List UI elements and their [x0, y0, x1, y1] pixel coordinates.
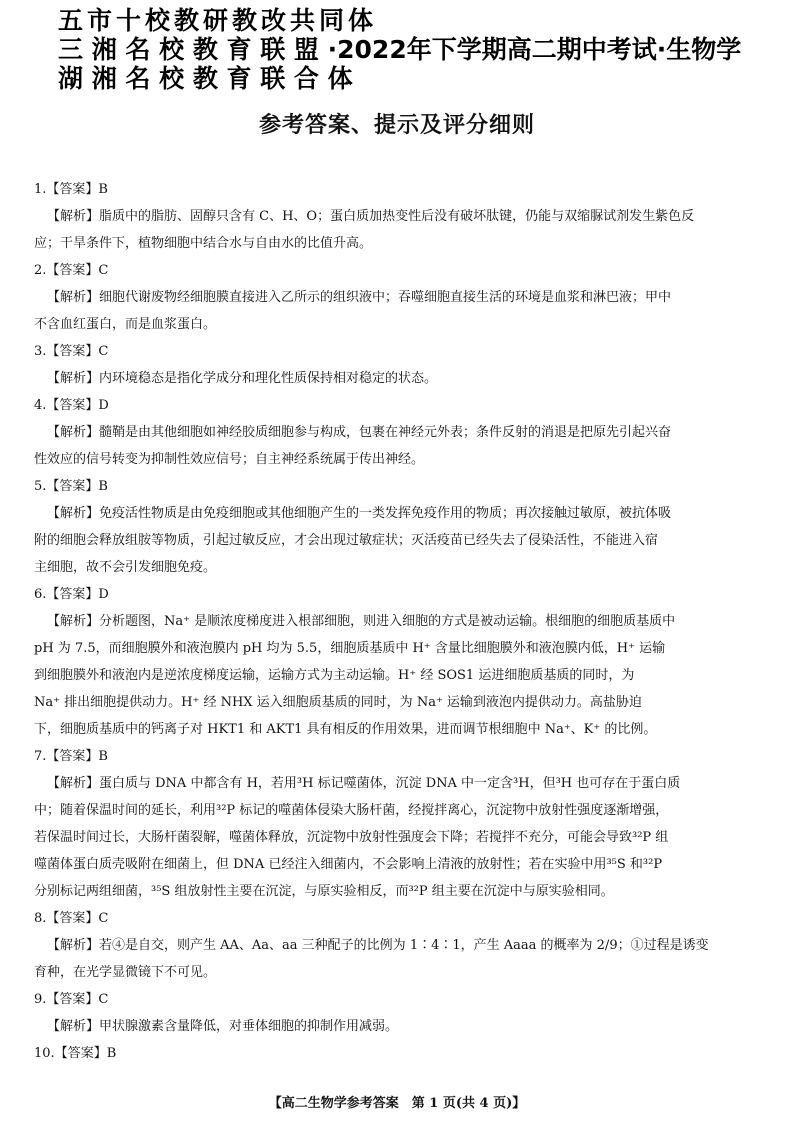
answer-label: 【答案】B — [54, 1046, 117, 1061]
answer-label: 【答案】B — [46, 749, 108, 764]
explanation-line: 性效应的信号转变为抑制性效应信号；自主神经系统属于传出神经。 — [34, 452, 425, 467]
explanation-line: 噬菌体蛋白质壳吸附在细菌上，但 DNA 已经注入细菌内，不会影响上清液的放射性；若在实验中用³⁵S 和³²P — [34, 857, 663, 872]
org-name-line-1: 五市十校教研教改共同体 — [58, 6, 378, 35]
explanation-line: 【解析】细胞代谢废物经细胞膜直接进入乙所示的组织液中；吞噬细胞直接生活的环境是血浆和淋巴液；甲中 — [47, 290, 672, 305]
answer-item — [34, 392, 766, 473]
question-number: 1. — [34, 182, 47, 197]
answer-line — [34, 257, 766, 284]
explanation-line: 【解析】免疫活性物质是由免疫细胞或其他细胞产生的一类发挥免疫作用的物质；再次接触过敏原，被抗体吸 — [47, 506, 672, 521]
answer-line — [34, 986, 766, 1013]
explanation-line: 分别标记两组细菌，³⁵S 组放射性主要在沉淀，与原实验相反，而³²P 组主要在沉淀中与原实验相同。 — [34, 884, 614, 899]
answer-line — [34, 1040, 766, 1067]
answer-line — [34, 581, 766, 608]
question-number: 2. — [34, 263, 47, 278]
answer-label: 【答案】C — [46, 344, 109, 359]
answer-line — [34, 473, 766, 500]
page-footer: 【高二生物学参考答案 第 1 页(共 4 页)】 — [268, 1096, 526, 1111]
explanation — [34, 500, 766, 581]
explanation-line: 下，细胞质基质中的钙离子对 HKT1 和 AKT1 具有相反的作用效果，进而调节根细胞中 Na⁺、K⁺ 的比例。 — [34, 722, 657, 737]
answer-item — [34, 257, 766, 338]
answer-item — [34, 986, 766, 1040]
question-number: 3. — [34, 344, 47, 359]
explanation-line: 【解析】内环境稳态是指化学成分和理化性质保持相对稳定的状态。 — [47, 371, 438, 386]
answer-label: 【答案】B — [46, 182, 108, 197]
question-number: 4. — [34, 398, 47, 413]
org-name-2: 三 湘 名 校 教 育 联 盟 · — [58, 35, 338, 64]
explanation-line: 【解析】分析题图，Na⁺ 是顺浓度梯度进入根部细胞，则进入细胞的方式是被动运输。根细胞的细胞质基质中 — [47, 614, 676, 629]
explanation-line: 若保温时间过长，大肠杆菌裂解，噬菌体释放，沉淀物中放射性强度会下降；若搅拌不充分，可能会导致³²P 组 — [34, 830, 669, 845]
explanation-line: 【解析】甲状腺激素含量降低，对垂体细胞的抑制作用减弱。 — [47, 1019, 399, 1034]
explanation-line: 育种，在光学显微镜下不可见。 — [34, 965, 217, 980]
explanation-line: 【解析】蛋白质与 DNA 中都含有 H，若用³H 标记噬菌体，沉淀 DNA 中一定含³H，但³H 也可存在于蛋白质 — [47, 776, 681, 791]
answer-item — [34, 473, 766, 581]
answer-item — [34, 176, 766, 257]
org-name-line-3: 湖 湘 名 校 教 育 联 合 体 — [58, 64, 353, 93]
explanation-line: pH 为 7.5，而细胞膜外和液泡膜内 pH 均为 5.5，细胞质基质中 H⁺ 含量比细胞膜外和液泡膜内低，H⁺ 运输 — [34, 641, 666, 656]
explanation-line: 不含血红蛋白，而是血浆蛋白。 — [34, 317, 217, 332]
answer-line — [34, 176, 766, 203]
explanation-line: 【解析】脂质中的脂肪、固醇只含有 C、H、O；蛋白质加热变性后没有破坏肽键，仍能与双缩脲试剂发生紫色反 — [47, 209, 695, 224]
answer-label: 【答案】D — [46, 398, 109, 413]
explanation-line: 到细胞膜外和液泡内是逆浓度梯度运输，运输方式为主动运输。H⁺ 经 SOS1 运进细胞质基质的同时，为 — [34, 668, 635, 683]
explanation-line: 应；干旱条件下，植物细胞中结合水与自由水的比值升高。 — [34, 236, 373, 251]
answer-label: 【答案】B — [46, 479, 108, 494]
explanation-line: 主细胞，故不会引发细胞免疫。 — [34, 560, 217, 575]
answer-label: 【答案】C — [46, 263, 109, 278]
answer-item — [34, 743, 766, 905]
explanation — [34, 1013, 766, 1040]
explanation — [34, 365, 766, 392]
question-number: 5. — [34, 479, 47, 494]
explanation-line: 附的细胞会释放组胺等物质，引起过敏反应，才会出现过敏症状；灭活疫苗已经失去了侵染活性，不能进入宿 — [34, 533, 659, 548]
document-subtitle: 参考答案、提示及评分细则 — [258, 113, 535, 138]
answer-line — [34, 338, 766, 365]
explanation — [34, 284, 766, 338]
explanation-line: 【解析】若④是自交，则产生 AA、Aa、aa 三种配子的比例为 1∶4∶1，产生 Aaaa 的概率为 2/9；①过程是诱变 — [47, 938, 709, 953]
explanation — [34, 770, 766, 905]
explanation-line: 【解析】髓鞘是由其他细胞如神经胶质细胞参与构成，包裹在神经元外表；条件反射的消退是把原先引起兴奋 — [47, 425, 672, 440]
exam-header — [58, 6, 758, 93]
answer-label: 【答案】D — [46, 587, 109, 602]
answer-line — [34, 743, 766, 770]
explanation-line: 中；随着保温时间的延长，利用³²P 标记的噬菌体侵染大肠杆菌，经搅拌离心，沉淀物中放射性强度逐渐增强， — [34, 803, 669, 818]
answer-line — [34, 392, 766, 419]
answer-item — [34, 905, 766, 986]
explanation — [34, 419, 766, 473]
explanation-line: Na⁺ 排出细胞提供动力。H⁺ 经 NHX 运入细胞质基质的同时，为 Na⁺ 运输到液泡内提供动力。高盐胁迫 — [34, 695, 642, 710]
question-number: 10. — [34, 1046, 55, 1061]
explanation — [34, 203, 766, 257]
question-number: 9. — [34, 992, 47, 1007]
question-number: 6. — [34, 587, 47, 602]
answer-item — [34, 338, 766, 392]
org-name-line-2 — [58, 35, 758, 64]
answer-list — [34, 176, 766, 1067]
answer-label: 【答案】C — [46, 992, 109, 1007]
answer-label: 【答案】C — [46, 911, 109, 926]
answer-item — [34, 581, 766, 743]
explanation — [34, 932, 766, 986]
question-number: 7. — [34, 749, 47, 764]
answer-line — [34, 905, 766, 932]
answer-item — [34, 1040, 766, 1067]
exam-title: 2022年下学期高二期中考试·生物学 — [337, 35, 742, 64]
question-number: 8. — [34, 911, 47, 926]
explanation — [34, 608, 766, 743]
